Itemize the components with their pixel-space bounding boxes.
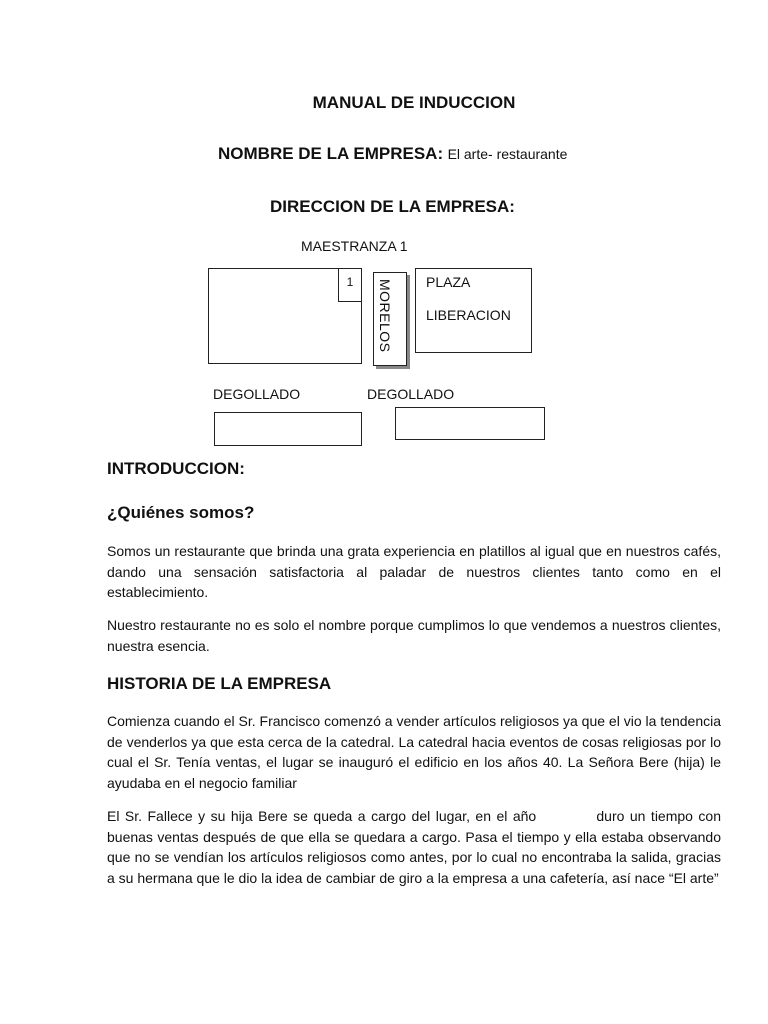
address-heading: DIRECCION DE LA EMPRESA: bbox=[270, 197, 515, 216]
plaza-label-line1: PLAZA bbox=[426, 274, 471, 290]
introduction-paragraph-1: Somos un restaurante que brinda una grata experiencia en platillos al igual que en nuestros cafés, dando una sensación satisfactoria al paladar de nuestros clientes tanto como en el establecimiento. bbox=[107, 543, 721, 600]
history-paragraph-2: El Sr. Fallece y su hija Bere se queda a cargo del lugar, en el año duro un tiempo con buenas ventas después de que ella se quedara a cargo. Pasa el tiempo y ella estaba observando que no se vendían los artículos religiosos como antes, por lo cual no encontraba la salida, gracias a su hermana que le dio la idea de cambiar de giro a la empresa a una cafetería, así nace “El arte” bbox=[107, 808, 725, 886]
street-label-degollado-left: DEGOLLADO bbox=[213, 386, 301, 402]
street-label-degollado-right: DEGOLLADO bbox=[367, 386, 455, 402]
street-label-maestranza: MAESTRANZA 1 bbox=[301, 238, 408, 254]
who-we-are-heading: ¿Quiénes somos? bbox=[107, 503, 255, 522]
history-heading: HISTORIA DE LA EMPRESA bbox=[107, 674, 332, 693]
map-block-bottom-left bbox=[214, 412, 362, 446]
company-name-value: El arte- restaurante bbox=[447, 146, 568, 162]
map-block-bottom-right bbox=[395, 407, 545, 440]
introduction-heading: INTRODUCCION: bbox=[107, 459, 245, 478]
map-street-morelos bbox=[373, 272, 407, 366]
map-block-number: 1 bbox=[338, 268, 362, 302]
plaza-label-line2: LIBERACION bbox=[426, 307, 511, 323]
introduction-paragraph-2: Nuestro restaurante no es solo el nombre porque cumplimos lo que vendemos a nuestros clientes, nuestra esencia. bbox=[107, 617, 721, 654]
document-title: MANUAL DE INDUCCION bbox=[312, 93, 516, 112]
street-label-morelos: MORELOS bbox=[377, 279, 393, 353]
company-name-label: NOMBRE DE LA EMPRESA: bbox=[218, 144, 444, 163]
history-paragraph-1: Comienza cuando el Sr. Francisco comenzó a vender artículos religiosos ya que el vio la tendencia de venderlos ya que esta cerca de la catedral. La catedral hacia eventos de cosas religiosas por lo cual el Sr. Tenía ventas, el lugar se inauguró el edificio en los años 40. La Señora Bere (hija) le ayudaba en el negocio familiar bbox=[107, 713, 721, 791]
company-name-line bbox=[218, 144, 567, 164]
